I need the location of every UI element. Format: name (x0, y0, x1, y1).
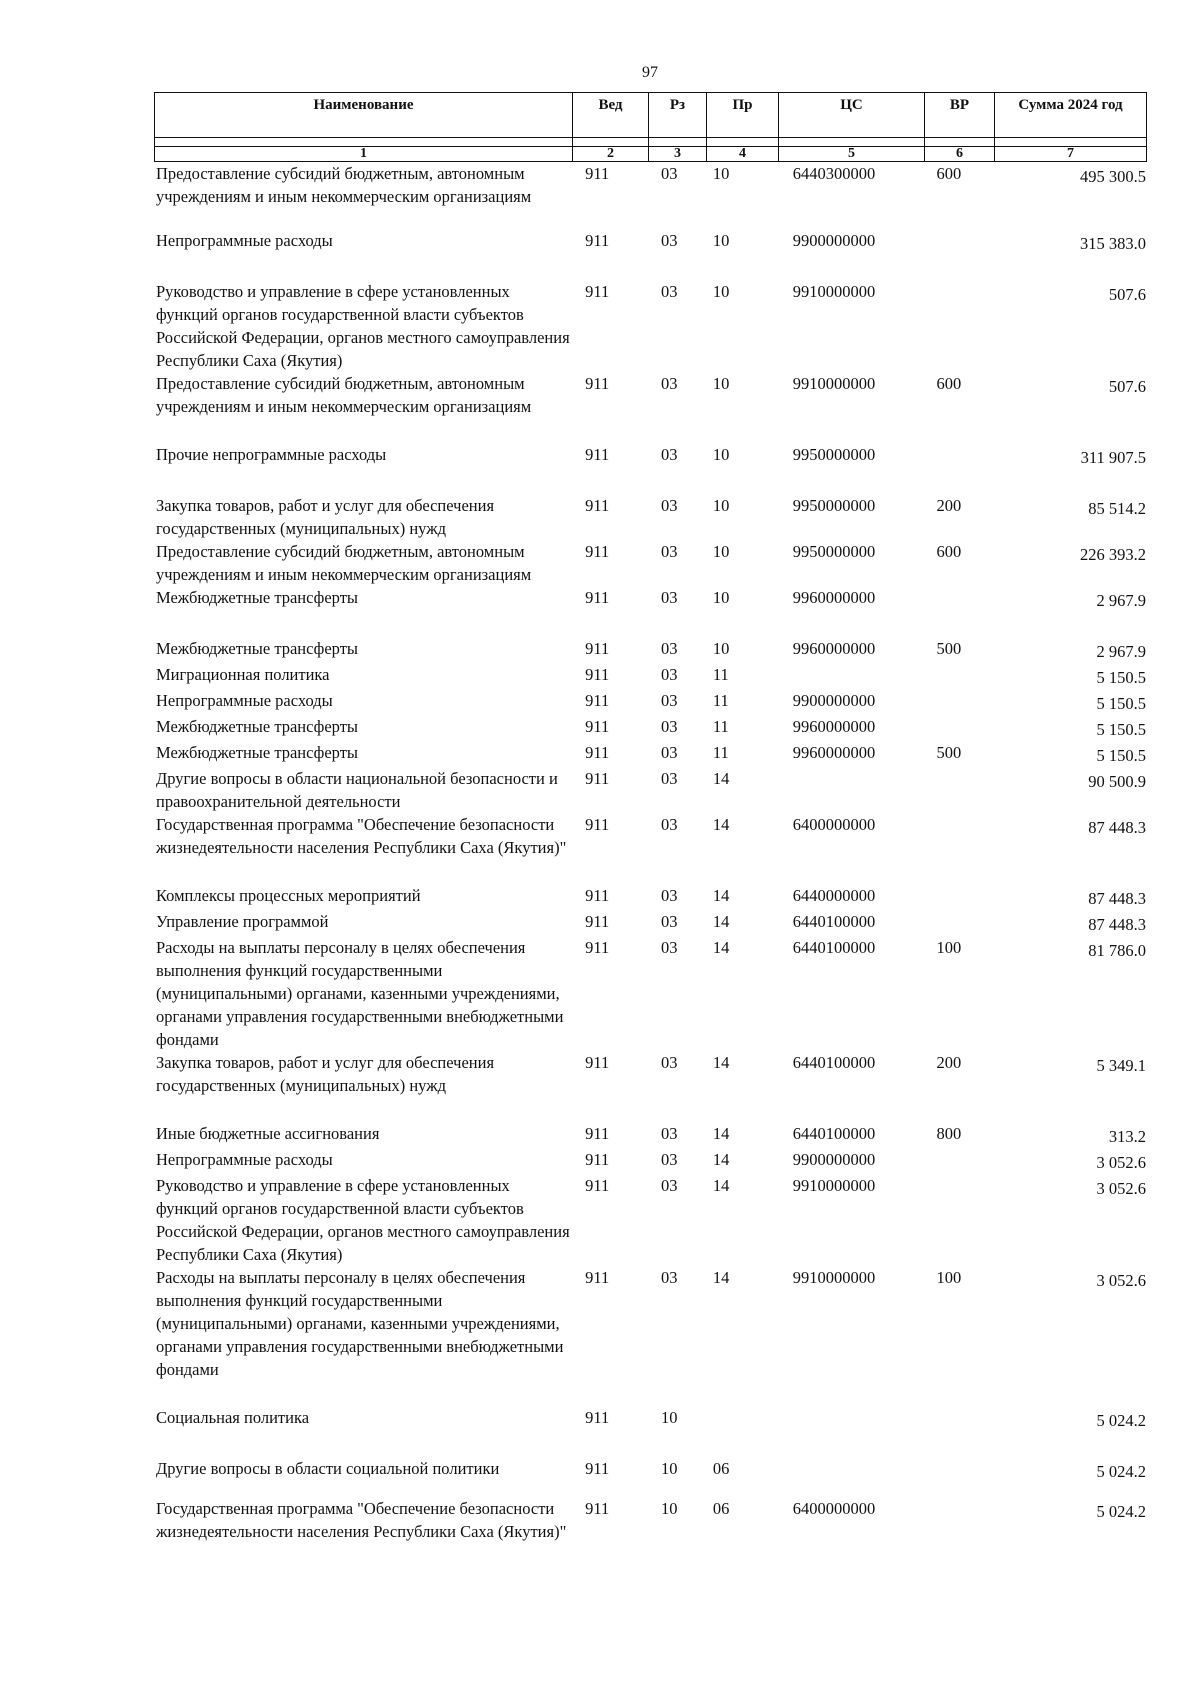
cell-ved: 911 (585, 1176, 610, 1195)
cell-vr (924, 813, 994, 859)
cell-sum: 5 024.2 (1096, 1502, 1146, 1521)
cell-ved: 911 (585, 1408, 610, 1427)
cell-vr (924, 1174, 994, 1266)
cell-vr: 600 (936, 542, 962, 561)
cell-pr: 14 (712, 1268, 730, 1287)
cell-pr: 10 (712, 164, 730, 183)
table-row (154, 910, 1146, 936)
cell-cs: 6440100000 (792, 1053, 876, 1072)
cell-cs: 9910000000 (792, 1268, 876, 1287)
cell-vr: 100 (936, 1268, 962, 1287)
cell-sum: 315 383.0 (1080, 234, 1146, 253)
cell-rz: 03 (660, 665, 678, 684)
table-row (154, 540, 1146, 586)
table-row (154, 1174, 1146, 1266)
cell-cs: 6440300000 (792, 164, 876, 183)
table-row (154, 741, 1146, 767)
cell-cs: 6440100000 (792, 1124, 876, 1143)
cell-ved: 911 (585, 1459, 610, 1478)
cell-ved: 911 (585, 588, 610, 607)
cell-pr: 10 (712, 496, 730, 515)
cell-sum: 3 052.6 (1096, 1179, 1146, 1198)
cell-name: Другие вопросы в области социальной политики (156, 1459, 500, 1478)
column-number: 2 (573, 147, 649, 162)
cell-cs: 6440000000 (792, 886, 876, 905)
cell-sum: 85 514.2 (1088, 499, 1146, 518)
cell-rz: 10 (660, 1499, 678, 1518)
cell-name: Расходы на выплаты персоналу в целях обеспечения выполнения функций государственными (муниципальными) органами, казенными учреждениями, органами управления государственными внебюджетными фондами (156, 938, 564, 1049)
cell-cs (779, 663, 925, 689)
cell-pr (707, 1406, 779, 1432)
table-header (154, 92, 1147, 162)
cell-rz: 03 (660, 743, 678, 762)
cell-vr (924, 910, 994, 936)
cell-rz: 03 (660, 717, 678, 736)
cell-name: Руководство и управление в сфере установленных функций органов государственной власти субъектов Российской Федерации, органов местного самоуправления Республики Саха (Якутия) (156, 282, 570, 370)
cell-ved: 911 (585, 374, 610, 393)
cell-rz: 03 (660, 496, 678, 515)
cell-name: Межбюджетные трансферты (156, 639, 359, 658)
cell-sum: 311 907.5 (1080, 448, 1146, 467)
cell-name: Миграционная политика (156, 665, 330, 684)
column-number: 4 (707, 147, 779, 162)
cell-sum: 3 052.6 (1096, 1271, 1146, 1290)
cell-cs: 9950000000 (792, 445, 876, 464)
cell-pr: 11 (712, 743, 729, 762)
column-number: 3 (649, 147, 707, 162)
cell-rz: 03 (660, 164, 678, 183)
cell-cs: 9910000000 (792, 374, 876, 393)
cell-pr: 11 (712, 665, 729, 684)
cell-ved: 911 (585, 1268, 610, 1287)
cell-pr: 06 (712, 1459, 730, 1478)
cell-sum: 2 967.9 (1096, 591, 1146, 610)
cell-ved: 911 (585, 815, 610, 834)
cell-rz: 03 (660, 769, 678, 788)
cell-ved: 911 (585, 912, 610, 931)
header-pr: Пр (707, 93, 779, 138)
cell-vr (924, 884, 994, 910)
cell-name: Другие вопросы в области национальной безопасности и правоохранительной деятельности (156, 769, 558, 811)
cell-pr: 14 (712, 912, 730, 931)
cell-sum: 5 150.5 (1096, 746, 1146, 765)
cell-cs: 9960000000 (792, 743, 876, 762)
cell-name: Расходы на выплаты персоналу в целях обеспечения выполнения функций государственными (муниципальными) органами, казенными учреждениями, органами управления государственными внебюджетными фондами (156, 1268, 564, 1379)
cell-rz: 03 (660, 445, 678, 464)
cell-cs: 6440100000 (792, 912, 876, 931)
cell-sum: 87 448.3 (1088, 889, 1146, 908)
cell-rz: 03 (660, 1124, 678, 1143)
cell-name: Предоставление субсидий бюджетным, автономным учреждениям и иным некоммерческим организациям (156, 374, 532, 416)
cell-sum: 3 052.6 (1096, 1153, 1146, 1172)
cell-name: Управление программой (156, 912, 329, 931)
cell-vr: 100 (936, 938, 962, 957)
cell-name: Непрограммные расходы (156, 691, 333, 710)
cell-vr: 200 (936, 496, 962, 515)
cell-ved: 911 (585, 1053, 610, 1072)
cell-name: Межбюджетные трансферты (156, 743, 359, 762)
cell-pr: 14 (712, 938, 730, 957)
cell-name: Непрограммные расходы (156, 231, 333, 250)
cell-pr: 10 (712, 374, 730, 393)
table-row (154, 637, 1146, 663)
cell-name: Закупка товаров, работ и услуг для обеспечения государственных (муниципальных) нужд (156, 496, 495, 538)
cell-cs: 6400000000 (792, 815, 876, 834)
cell-ved: 911 (585, 886, 610, 905)
cell-name: Социальная политика (156, 1408, 310, 1427)
cell-ved: 911 (585, 1124, 610, 1143)
cell-cs: 9960000000 (792, 639, 876, 658)
cell-vr (924, 443, 994, 469)
header-rz: Рз (649, 93, 707, 138)
cell-vr: 200 (936, 1053, 962, 1072)
table-row (154, 229, 1146, 255)
header-sum: Сумма 2024 год (995, 93, 1147, 138)
cell-name: Закупка товаров, работ и услуг для обеспечения государственных (муниципальных) нужд (156, 1053, 495, 1095)
cell-ved: 911 (585, 496, 610, 515)
cell-cs: 6400000000 (792, 1499, 876, 1518)
header-name: Наименование (155, 93, 573, 138)
cell-vr (924, 1497, 994, 1543)
column-number: 5 (779, 147, 925, 162)
cell-cs (779, 1457, 925, 1483)
cell-sum: 81 786.0 (1088, 941, 1146, 960)
cell-name: Иные бюджетные ассигнования (156, 1124, 380, 1143)
cell-vr (924, 1406, 994, 1432)
cell-ved: 911 (585, 743, 610, 762)
cell-ved: 911 (585, 1499, 610, 1518)
cell-rz: 03 (660, 1053, 678, 1072)
cell-rz: 03 (660, 912, 678, 931)
table-row (154, 162, 1146, 208)
cell-vr (924, 767, 994, 813)
cell-name: Государственная программа "Обеспечение безопасности жизнедеятельности населения Республики Саха (Якутия)" (156, 815, 567, 857)
cell-sum: 495 300.5 (1080, 167, 1146, 186)
cell-pr: 11 (712, 717, 729, 736)
cell-cs: 9960000000 (792, 588, 876, 607)
table-row (154, 443, 1146, 469)
table-body (154, 162, 1146, 1543)
column-number: 6 (925, 147, 995, 162)
table-row (154, 813, 1146, 859)
cell-ved: 911 (585, 1150, 610, 1169)
cell-cs: 9960000000 (792, 717, 876, 736)
cell-ved: 911 (585, 164, 610, 183)
cell-pr: 06 (712, 1499, 730, 1518)
cell-name: Государственная программа "Обеспечение безопасности жизнедеятельности населения Республики Саха (Якутия)" (156, 1499, 567, 1541)
cell-rz: 03 (660, 542, 678, 561)
cell-cs: 9910000000 (792, 1176, 876, 1195)
header-vr: ВР (925, 93, 995, 138)
column-number: 1 (155, 147, 573, 162)
cell-rz: 10 (660, 1459, 678, 1478)
cell-ved: 911 (585, 231, 610, 250)
table-row (154, 767, 1146, 813)
cell-rz: 03 (660, 1268, 678, 1287)
cell-pr: 14 (712, 1124, 730, 1143)
header-ved: Вед (573, 93, 649, 138)
cell-pr: 10 (712, 588, 730, 607)
cell-cs: 9950000000 (792, 496, 876, 515)
cell-rz: 03 (660, 815, 678, 834)
table-row (154, 689, 1146, 715)
cell-vr (924, 586, 994, 612)
cell-cs (779, 767, 925, 813)
cell-name: Межбюджетные трансферты (156, 717, 359, 736)
cell-rz: 03 (660, 231, 678, 250)
table-row (154, 884, 1146, 910)
cell-rz: 03 (660, 282, 678, 301)
cell-pr: 14 (712, 886, 730, 905)
table-row (154, 372, 1146, 418)
cell-pr: 14 (712, 769, 730, 788)
cell-vr: 500 (936, 743, 962, 762)
cell-cs: 9910000000 (792, 282, 876, 301)
cell-cs: 6440100000 (792, 938, 876, 957)
cell-ved: 911 (585, 542, 610, 561)
cell-vr: 500 (936, 639, 962, 658)
cell-name: Межбюджетные трансферты (156, 588, 359, 607)
cell-ved: 911 (585, 639, 610, 658)
budget-table (154, 92, 1146, 1563)
cell-vr (924, 1457, 994, 1483)
cell-vr: 600 (936, 374, 962, 393)
table-row (154, 715, 1146, 741)
cell-sum: 226 393.2 (1080, 545, 1146, 564)
table-row (154, 1122, 1146, 1148)
cell-rz: 03 (660, 588, 678, 607)
cell-rz: 03 (660, 639, 678, 658)
cell-sum: 2 967.9 (1096, 642, 1146, 661)
cell-pr: 10 (712, 639, 730, 658)
table-row (154, 1051, 1146, 1097)
cell-rz: 03 (660, 691, 678, 710)
cell-pr: 11 (712, 691, 729, 710)
table-row (154, 586, 1146, 612)
cell-name: Прочие непрограммные расходы (156, 445, 387, 464)
cell-name: Непрограммные расходы (156, 1150, 333, 1169)
cell-rz: 03 (660, 1150, 678, 1169)
table-row (154, 1497, 1146, 1543)
table-row (154, 1457, 1146, 1483)
cell-pr: 14 (712, 1150, 730, 1169)
cell-pr: 10 (712, 542, 730, 561)
cell-ved: 911 (585, 282, 610, 301)
cell-sum: 5 024.2 (1096, 1411, 1146, 1430)
cell-sum: 5 024.2 (1096, 1462, 1146, 1481)
table-row (154, 1148, 1146, 1174)
table-row (154, 280, 1146, 372)
cell-rz: 03 (660, 886, 678, 905)
table-row (154, 1406, 1146, 1432)
cell-name: Руководство и управление в сфере установленных функций органов государственной власти субъектов Российской Федерации, органов местного самоуправления Республики Саха (Якутия) (156, 1176, 570, 1264)
cell-pr: 14 (712, 1053, 730, 1072)
cell-vr (924, 689, 994, 715)
cell-sum: 507.6 (1108, 285, 1146, 304)
cell-pr: 14 (712, 815, 730, 834)
table-row (154, 494, 1146, 540)
cell-sum: 5 150.5 (1096, 668, 1146, 687)
table-row (154, 663, 1146, 689)
column-number: 7 (995, 147, 1147, 162)
cell-vr (924, 663, 994, 689)
cell-ved: 911 (585, 665, 610, 684)
cell-rz: 03 (660, 938, 678, 957)
cell-cs: 9900000000 (792, 231, 876, 250)
cell-cs: 9900000000 (792, 1150, 876, 1169)
cell-name: Предоставление субсидий бюджетным, автономным учреждениям и иным некоммерческим организациям (156, 164, 532, 206)
page-number: 97 (642, 64, 658, 81)
cell-sum: 507.6 (1108, 377, 1146, 396)
cell-vr (924, 1148, 994, 1174)
cell-sum: 87 448.3 (1088, 915, 1146, 934)
cell-rz: 03 (660, 374, 678, 393)
cell-vr: 800 (936, 1124, 962, 1143)
cell-vr: 600 (936, 164, 962, 183)
cell-vr (924, 229, 994, 255)
cell-ved: 911 (585, 445, 610, 464)
cell-pr: 10 (712, 445, 730, 464)
cell-sum: 90 500.9 (1088, 772, 1146, 791)
cell-name: Предоставление субсидий бюджетным, автономным учреждениям и иным некоммерческим организациям (156, 542, 532, 584)
cell-sum: 5 349.1 (1096, 1056, 1146, 1075)
cell-ved: 911 (585, 717, 610, 736)
table-row (154, 1266, 1146, 1381)
cell-name: Комплексы процессных мероприятий (156, 886, 421, 905)
cell-sum: 313.2 (1108, 1127, 1146, 1146)
cell-sum: 5 150.5 (1096, 694, 1146, 713)
cell-sum: 5 150.5 (1096, 720, 1146, 739)
cell-cs: 9950000000 (792, 542, 876, 561)
cell-pr: 10 (712, 231, 730, 250)
cell-ved: 911 (585, 691, 610, 710)
cell-sum: 87 448.3 (1088, 818, 1146, 837)
cell-pr: 14 (712, 1176, 730, 1195)
cell-cs (779, 1406, 925, 1432)
cell-pr: 10 (712, 282, 730, 301)
table-row (154, 936, 1146, 1051)
cell-ved: 911 (585, 769, 610, 788)
cell-rz: 10 (660, 1408, 678, 1427)
header-cs: ЦС (779, 93, 925, 138)
cell-vr (924, 280, 994, 372)
cell-ved: 911 (585, 938, 610, 957)
cell-cs: 9900000000 (792, 691, 876, 710)
cell-rz: 03 (660, 1176, 678, 1195)
cell-vr (924, 715, 994, 741)
